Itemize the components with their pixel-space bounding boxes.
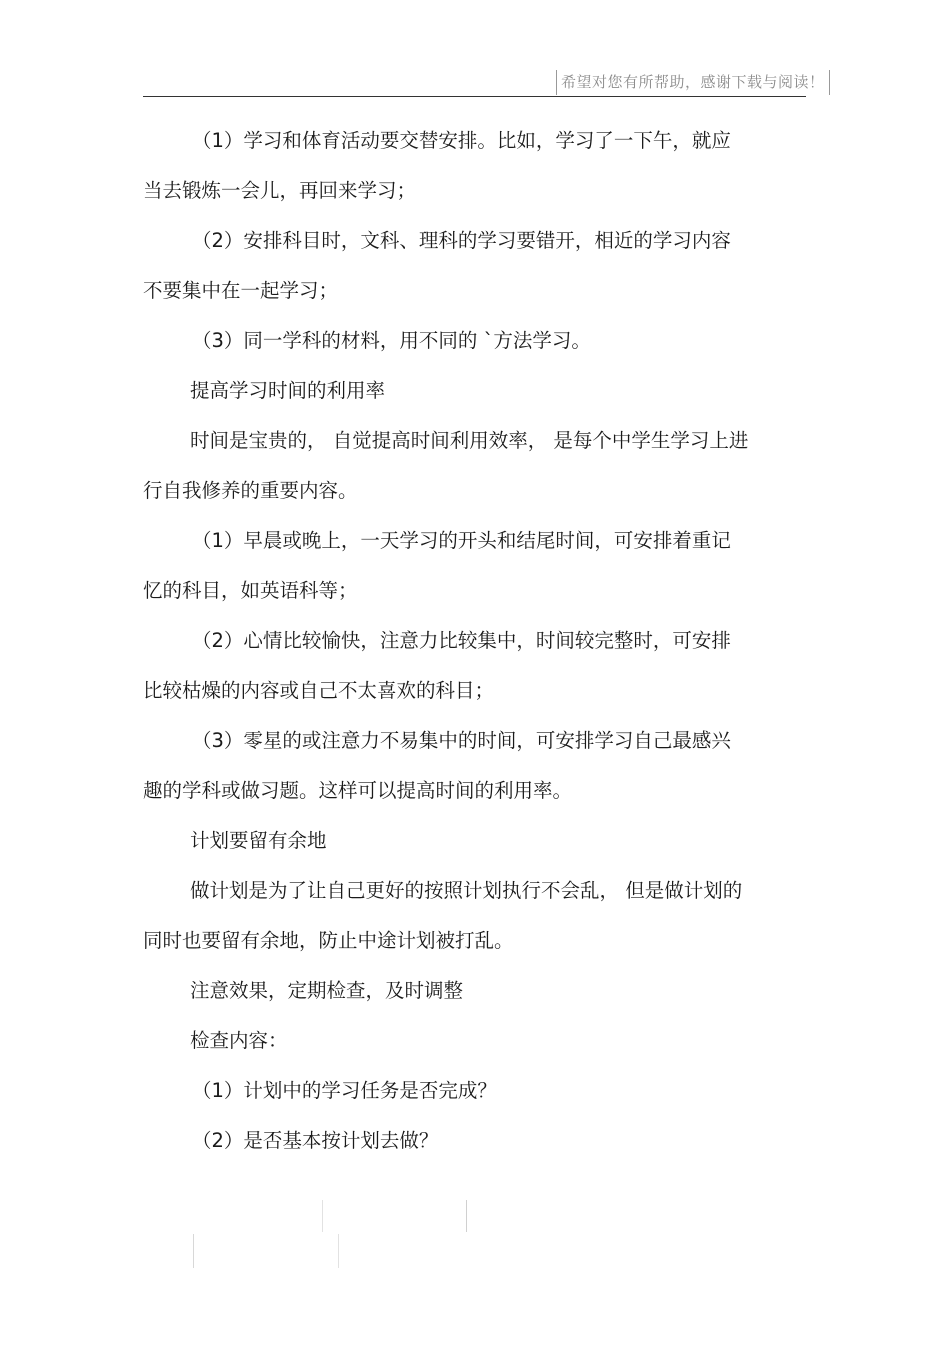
- text-line: 同时也要留有余地，防止中途计划被打乱。: [143, 929, 514, 952]
- faint-divider: [466, 1200, 467, 1232]
- text-line: （3）零星的或注意力不易集中的时间，可安排学习自己最感兴: [192, 729, 731, 752]
- text-line: （2）心情比较愉快，注意力比较集中，时间较完整时，可安排: [192, 629, 731, 652]
- section-heading: 计划要留有余地: [190, 829, 327, 852]
- text-line: （1）计划中的学习任务是否完成？: [192, 1079, 497, 1102]
- text-line: （1）学习和体育活动要交替安排。比如，学习了一下午，就应: [192, 129, 731, 152]
- text-line: 时间是宝贵的， 自觉提高时间利用效率， 是每个中学生学习上进: [190, 429, 749, 452]
- text-line: （2）是否基本按计划去做？: [192, 1129, 439, 1152]
- section-heading: 提高学习时间的利用率: [190, 379, 386, 402]
- text-line: 趣的学科或做习题。这样可以提高时间的利用率。: [143, 779, 573, 802]
- text-line: 不要集中在一起学习；: [143, 279, 339, 302]
- text-line: 行自我修养的重要内容。: [143, 479, 358, 502]
- text-line: 检查内容：: [190, 1029, 288, 1052]
- faint-divider: [193, 1234, 194, 1268]
- text-line: （1）早晨或晚上，一天学习的开头和结尾时间，可安排着重记: [192, 529, 731, 552]
- text-line: （3）同一学科的材料，用不同的 `方法学习。: [192, 329, 591, 352]
- section-heading: 注意效果，定期检查，及时调整: [190, 979, 464, 1002]
- faint-divider: [338, 1234, 339, 1268]
- text-line: 做计划是为了让自己更好的按照计划执行不会乱， 但是做计划的: [190, 879, 743, 902]
- faint-divider: [322, 1200, 323, 1232]
- text-line: （2）安排科目时，文科、理科的学习要错开，相近的学习内容: [192, 229, 731, 252]
- header-divider: [143, 96, 806, 97]
- text-line: 比较枯燥的内容或自己不太喜欢的科目；: [143, 679, 495, 702]
- header-tagline: 希望对您有所帮助，感谢下载与阅读！: [556, 70, 830, 95]
- text-line: 忆的科目，如英语科等；: [143, 579, 358, 602]
- text-line: 当去锻炼一会儿，再回来学习；: [143, 179, 417, 202]
